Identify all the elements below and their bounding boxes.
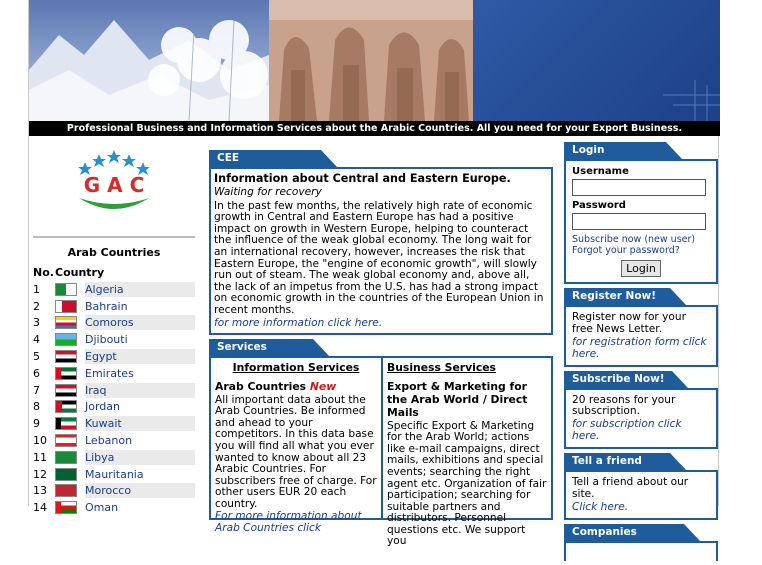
country-link[interactable]: Comoros <box>85 315 195 330</box>
services-tab: Services <box>209 339 313 356</box>
country-number: 7 <box>33 383 40 397</box>
list-item[interactable] <box>33 466 195 483</box>
tell-link[interactable]: Click here. <box>572 500 629 513</box>
country-number: 12 <box>33 467 47 481</box>
country-list <box>33 281 195 516</box>
country-table-header <box>33 266 195 279</box>
register-link[interactable]: for registration form click here. <box>572 335 707 360</box>
login-section-header <box>564 142 718 159</box>
list-item[interactable] <box>33 382 195 399</box>
djibouti-flag-icon <box>55 333 77 346</box>
page-frame <box>28 0 719 555</box>
banner-blue-panel <box>473 0 720 121</box>
libya-flag-icon <box>55 451 77 464</box>
main-column <box>209 150 553 548</box>
list-item[interactable] <box>33 348 195 365</box>
country-number: 4 <box>33 333 40 347</box>
tell-text: Tell a friend about our site. <box>572 476 689 500</box>
login-box <box>564 159 718 284</box>
country-number: 2 <box>33 299 40 313</box>
country-number: 14 <box>33 501 47 515</box>
country-number: 6 <box>33 366 40 380</box>
oman-flag-icon <box>55 501 77 514</box>
list-item[interactable] <box>33 399 195 416</box>
logo-text: G A C <box>83 173 145 197</box>
banner-photo <box>29 0 473 121</box>
temple-statues-image <box>269 0 473 121</box>
col-no: No. <box>33 266 54 279</box>
algeria-flag-icon <box>55 283 77 296</box>
cee-title: Information about Central and Eastern Europe. <box>214 172 511 185</box>
country-number: 9 <box>33 417 40 431</box>
subscribe-section-header <box>564 371 718 388</box>
info-services-heading[interactable]: Information Services <box>232 360 360 374</box>
info-services-subheading <box>215 380 377 393</box>
header-tagline: Professional Business and Information Services about the Arabic Countries. All you need for your Export Business. <box>29 121 720 136</box>
bahrain-flag-icon <box>55 300 77 313</box>
list-item[interactable] <box>33 298 195 315</box>
login-button[interactable]: Login <box>621 260 661 277</box>
tell-box <box>564 470 718 520</box>
list-item[interactable] <box>33 432 195 449</box>
list-item[interactable] <box>33 449 195 466</box>
register-tab: Register Now! <box>564 288 670 305</box>
banner-decoration <box>473 0 720 121</box>
mauritania-flag-icon <box>55 468 77 481</box>
left-column <box>33 140 195 516</box>
password-label: Password <box>572 200 626 211</box>
lebanon-flag-icon <box>55 434 77 447</box>
subscribe-new-user-link[interactable]: Subscribe now (new user) <box>572 234 696 245</box>
country-link[interactable]: Mauritania <box>85 467 144 481</box>
cee-section-header <box>209 150 553 167</box>
username-input[interactable] <box>572 179 706 196</box>
business-services <box>381 358 551 548</box>
left-divider <box>33 236 195 238</box>
right-column <box>564 142 718 565</box>
emirates-flag-icon <box>55 367 77 380</box>
comoros-flag-icon <box>55 316 77 329</box>
country-number: 10 <box>33 434 47 448</box>
country-link[interactable]: Emirates <box>85 366 134 380</box>
gac-logo-graphic <box>33 140 195 228</box>
list-item[interactable] <box>33 365 195 382</box>
iraq-flag-icon <box>55 384 77 397</box>
country-number: 3 <box>33 316 40 330</box>
subscribe-link[interactable]: for subscription click here. <box>572 418 682 443</box>
country-link[interactable]: Egypt <box>85 349 195 364</box>
country-number: 8 <box>33 400 40 414</box>
morocco-flag-icon <box>55 484 77 497</box>
country-link[interactable]: Bahrain <box>85 299 128 313</box>
header-banner <box>29 0 720 134</box>
companies-tab: Companies Database <box>564 524 684 541</box>
new-badge: New <box>309 379 337 393</box>
country-number: 5 <box>33 350 40 364</box>
country-link[interactable]: Algeria <box>85 282 195 297</box>
list-item[interactable] <box>33 499 195 516</box>
gac-logo[interactable] <box>33 140 195 228</box>
services-section-header <box>209 339 553 356</box>
login-tab: Login <box>564 142 666 159</box>
companies-section-header <box>564 524 718 555</box>
country-link[interactable]: Djibouti <box>85 333 128 347</box>
tell-tab: Tell a friend <box>564 453 670 470</box>
egypt-flag-icon <box>55 350 77 363</box>
register-text: Register now for your free News Letter. <box>572 311 686 335</box>
cee-subtitle: Waiting for recovery <box>214 186 322 198</box>
list-item[interactable] <box>33 281 195 298</box>
subscribe-text: 20 reasons for your subscription. <box>572 393 676 418</box>
country-number: 13 <box>33 484 47 498</box>
cee-more-link[interactable]: for more information click here. <box>214 316 383 329</box>
business-services-heading[interactable]: Business Services <box>387 360 496 374</box>
col-country: Country <box>55 266 105 279</box>
cee-tab: CEE <box>209 150 321 167</box>
arab-countries-title: Arab Countries <box>67 246 161 259</box>
kuwait-flag-icon <box>55 417 77 430</box>
arab-countries-label: Arab Countries <box>215 379 307 393</box>
business-services-body: Specific Export & Marketing for the Arab World; actions like e-mail campaigns, direct mails, exhibitions and special events; searching the right agent etc. Organization of fair participation; searching for suitable partners and distributors. Personnel questions etc. We support you <box>387 419 547 548</box>
country-link[interactable]: Lebanon <box>85 434 133 448</box>
country-link[interactable]: Iraq <box>85 383 195 398</box>
forgot-password-link[interactable]: Forgot your password? <box>572 245 680 256</box>
cee-body: In the past few months, the relatively high rate of economic growth in Central and Eastern Europe has had a positive impact on growth in Western Europe, helping to counteract the influence of the weak global economy. The long wait for an international recovery, however, increases the risk that Eastern Europe, the "engine of economic growth", will slowly run out of steam. The weak global economy and, above all, the lack of an impetus from the U.S. has had a strong impact on economic growth in the countries of the European Union in recent months. <box>214 199 544 316</box>
subscribe-box <box>564 388 718 450</box>
info-services-body: All important data about the Arab Countries. Be informed and ahead to your competitors. In this data base you will find all what you ever wanted to know about all 23 Arabic Countries. For subscribers free of charge. For other users EUR 20 each country. <box>215 393 377 510</box>
username-label: Username <box>572 166 629 177</box>
information-services <box>211 358 381 535</box>
country-link[interactable]: Jordan <box>85 400 120 414</box>
password-input[interactable] <box>572 213 706 230</box>
list-item[interactable] <box>33 331 195 348</box>
country-link[interactable]: Libya <box>85 450 195 465</box>
services-box <box>209 356 553 548</box>
list-item[interactable] <box>33 315 195 332</box>
jordan-flag-icon <box>55 400 77 413</box>
tell-section-header <box>564 453 718 470</box>
list-item[interactable] <box>33 483 195 500</box>
country-number: 1 <box>33 282 40 296</box>
country-link[interactable]: Morocco <box>85 483 195 498</box>
list-item[interactable] <box>33 415 195 432</box>
country-link[interactable]: Kuwait <box>85 416 195 431</box>
register-section-header <box>564 288 718 305</box>
subscribe-tab: Subscribe Now! <box>564 371 672 388</box>
country-link[interactable]: Oman <box>85 501 119 515</box>
register-box <box>564 305 718 367</box>
info-services-more-link[interactable]: For more information about Arab Countries click <box>215 510 362 535</box>
country-number: 11 <box>33 450 47 464</box>
snow-mountain-image <box>29 0 269 121</box>
cee-box <box>209 167 553 335</box>
business-services-subheading: Export & Marketing for the Arab World / Direct Mails <box>387 379 528 419</box>
